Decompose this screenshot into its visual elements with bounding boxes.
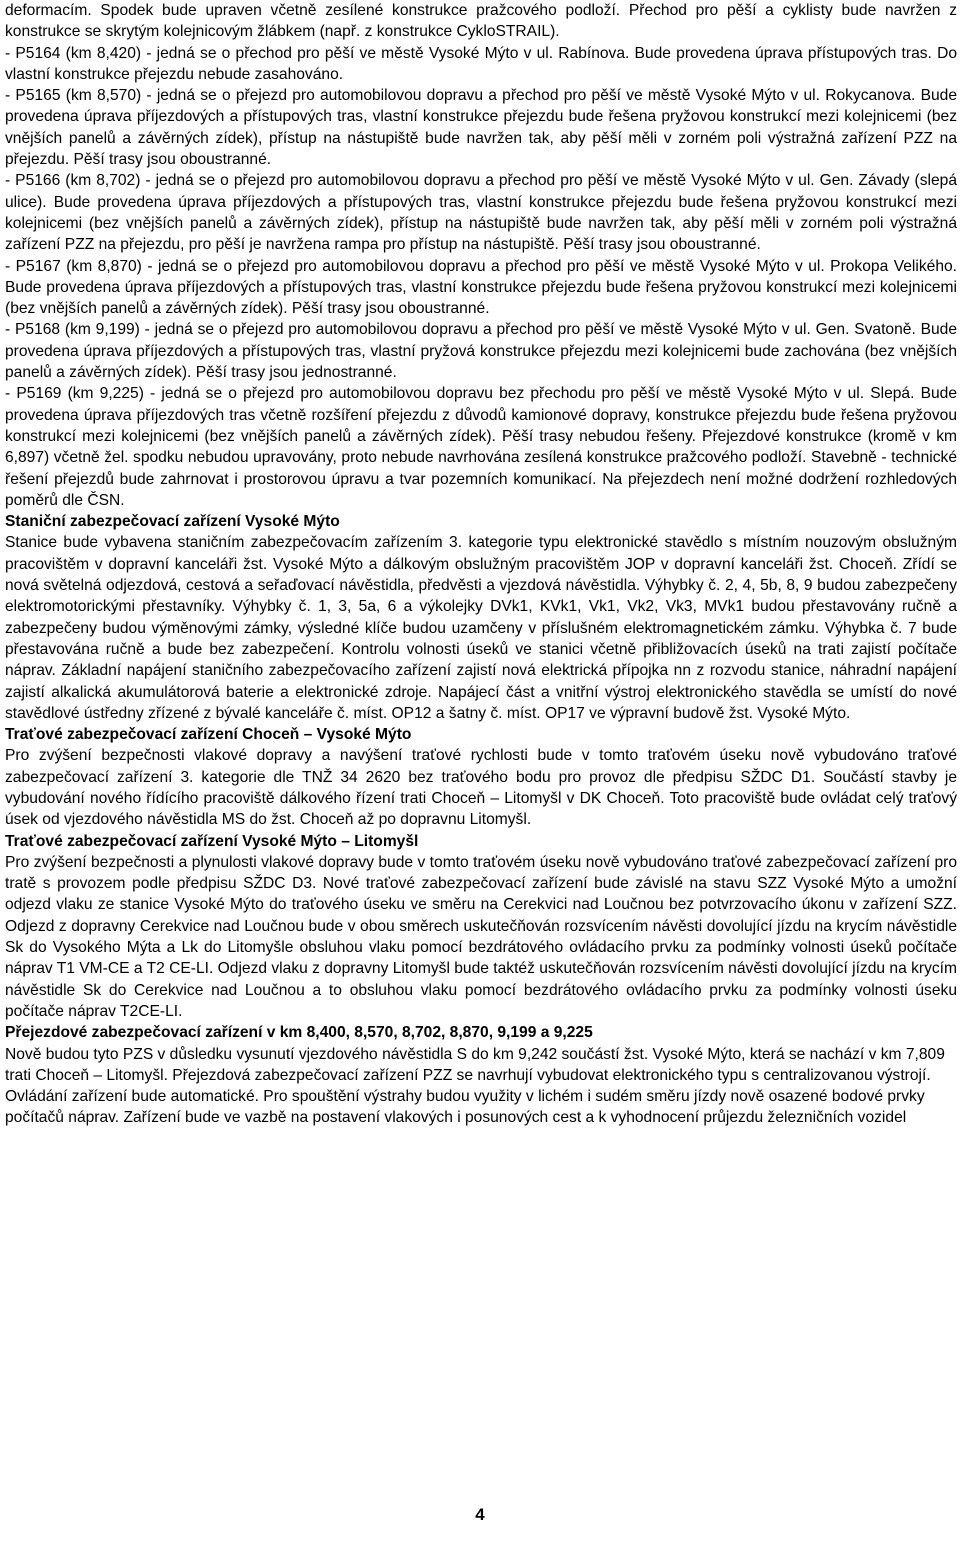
section-heading-station-interlocking: Staniční zabezpečovací zařízení Vysoké Mýto xyxy=(5,513,340,531)
paragraph-p5167: - P5167 (km 8,870) - jedná se o přejezd pro automobilovou dopravu a přechod pro pěší ve městě Vysoké Mýto v ul. Prokopa Velikého. Bude provedena úprava příjezdových a přístupových tras, vlastní konstrukce přejezdu bude řešena pryžovou konstrukcí mezi kolejnicemi (bez vnějších panelů a závěrných zídek). Pěší trasy jsou oboustranné. xyxy=(5,257,957,318)
section-heading-line-vysoke-myto-litomysl: Traťové zabezpečovací zařízení Vysoké Mýto – Litomyšl xyxy=(5,832,419,850)
paragraph-p5169: - P5169 (km 9,225) - jedná se o přejezd pro automobilovou dopravu bez přechodu pro pěší ve městě Vysoké Mýto v ul. Slepá. Bude provedena úprava příjezdových tras včetně rozšíření přejezdu z důvodů kamionové dopravy, konstrukce přejezdu bude řešena pryžovou konstrukcí mezi kolejnicemi (bez vnějších panelů a závěrných zídek). Pěší trasy nebudou řešeny. Přejezdové konstrukce (kromě v km 6,897) včetně žel. spodku nebudou upravovány, proto nebude navrhována zesílená konstrukce pražcového podloží. Stavebně - technické řešení přejezdů bude zahrnovat i prostorovou úpravu a tvar pozemních komunikací. Na přejezdech není možné dodržení rozhledových poměrů dle ČSN. xyxy=(5,385,957,509)
paragraph-line-choceň-vysoke-myto: Pro zvýšení bezpečnosti vlakové dopravy a navýšení traťové rychlosti bude v tomto traťovém úseku nově vybudováno traťové zabezpečovací zařízení 3. kategorie dle TNŽ 34 2620 bez traťového bodu pro provoz dle předpisu SŽDC D1. Součástí stavby je vybudování nového řídícího pracoviště dálkového řízení trati Choceň – Litomyšl v DK Choceň. Toto pracoviště bude ovládat celý traťový úsek od vjezdového návěstidla MS do žst. Choceň až po dopravnu Litomyšl. xyxy=(5,747,957,829)
paragraph-level-crossing-equipment: Nově budou tyto PZS v důsledku vysunutí vjezdového návěstidla S do km 9,242 součástí žst. Vysoké Mýto, která se nachází v km 7,809 trati Choceň – Litomyšl. Přejezdová zabezpečovací zařízení PZZ se navrhují vybudovat elektronického typu s centralizovanou výstrojí. Ovládání zařízení bude automatické. Pro spouštění výstrahy budou využity v lichém i sudém směru jízdy nově osazené bodové prvky počítačů náprav. Zařízení bude ve vazbě na postavení vlakových i posunových cest a k vyhodnocení průjezdu železničních vozidel xyxy=(5,1045,945,1127)
paragraph-p5168: - P5168 (km 9,199) - jedná se o přejezd pro automobilovou dopravu a přechod pro pěší ve městě Vysoké Mýto v ul. Gen. Svatoně. Bude provedena úprava příjezdových a přístupových tras, vlastní pryžová konstrukce přejezdu mezi kolejnicemi bude zachována (bez vnějších panelů a závěrných zídek). Pěší trasy jsou jednostranné. xyxy=(5,321,957,382)
paragraph-intro: deformacím. Spodek bude upraven včetně zesílené konstrukce pražcového podloží. Přechod pro pěší a cyklisty bude navržen z konstrukce se skrytým kolejnicovým žlábkem (např. z konstrukce CykloSTRAIL). xyxy=(5,2,957,41)
section-heading-line-choceň-vysoke-myto: Traťové zabezpečovací zařízení Choceň – Vysoké Mýto xyxy=(5,726,412,744)
paragraph-station-interlocking: Stanice bude vybavena staničním zabezpečovacím zařízením 3. kategorie typu elektronické stavědlo s místním nouzovým obslužným pracovištěm v dopravní kanceláři žst. Vysoké Mýto a dálkovým obslužným pracovištěm JOP v dopravní kanceláři žst. Choceň. Zřídí se nová světelná odjezdová, cestová a seřaďovací návěstidla, předvěsti a vjezdová návěstidla. Výhybky č. 2, 4, 5b, 8, 9 budou zabezpečeny elektromotorickými přestavníky. Výhybky č. 1, 3, 5a, 6 a výkolejky DVk1, KVk1, Vk1, Vk2, Vk3, MVk1 budou přestavovány ručně a zabezpečeny budou výměnovými zámky, výsledné klíče budou uzamčeny v příslušném elektromagnetickém zámku. Výhybka č. 7 bude přestavována ručně a bude bez zabezpečení. Kontrolu volnosti úseků ve stanici včetně přibližovacích úseků na trati zajistí počítače náprav. Základní napájení staničního zabezpečovacího zařízení zajistí nová elektrická přípojka nn z rozvodu stanice, náhradní napájení zajistí alkalická akumulátorová baterie a elektronické zdroje. Napájecí část a vnitřní výstroj elektronického stavědla se umístí do nové stavědlové ústředny zřízené z bývalé kanceláře č. míst. OP12 a šatny č. míst. OP17 ve výpravní budově žst. Vysoké Mýto. xyxy=(5,534,957,722)
document-body xyxy=(5,0,957,1129)
paragraph-p5166: - P5166 (km 8,702) - jedná se o přejezd pro automobilovou dopravu a přechod pro pěší ve městě Vysoké Mýto v ul. Gen. Závady (slepá ulice). Bude provedena úprava příjezdových a přístupových tras, vlastní konstrukce přejezdu bude řešena pryžovou konstrukcí mezi kolejnicemi (bez vnějších panelů a závěrných zídek), přístup na nástupiště bude navržen tak, aby pěší měli v zorném poli výstražná zařízení PZZ na přejezdu, pro pěší je navržena rampa pro přístup na nástupiště. Pěší trasy jsou oboustranné. xyxy=(5,172,957,254)
paragraph-line-vysoke-myto-litomysl: Pro zvýšení bezpečnosti a plynulosti vlakové dopravy bude v tomto traťovém úseku nově vybudováno traťové zabezpečovací zařízení pro tratě s provozem podle předpisu SŽDC D3. Nové traťové zabezpečovací zařízení bude závislé na stavu SZZ Vysoké Mýto a umožní odjezd vlaku ze stanice Vysoké Mýto do traťového úseku ve směru na Cerekvici nad Loučnou bez potvrzovacího úkonu v zařízení SZZ. Odjezd z dopravny Cerekvice nad Loučnou bude v obou směrech uskutečňován rozsvícením návěsti dovolující jízdu na krycím návěstidle Sk do Vysokého Mýta a Lk do Litomyšle obsluhou vlaku pomocí bezdrátového ovládacího prvku za podmínky volnosti úseků počítače náprav T1 VM-CE a T2 CE-LI. Odjezd vlaku z dopravny Litomyšl bude taktéž uskutečňován rozsvícením návěsti dovolující jízdu na krycím návěstidle Sk do Cerekvice nad Loučnou a to obsluhou vlaku pomocí bezdrátového ovládacího prvku za podmínky volnosti úseku počítače náprav T2CE-LI. xyxy=(5,853,957,1020)
paragraph-p5165: - P5165 (km 8,570) - jedná se o přejezd pro automobilovou dopravu a přechod pro pěší ve městě Vysoké Mýto v ul. Rokycanova. Bude provedena úprava příjezdových a přístupových tras, vlastní konstrukce přejezdu bude řešena pryžovou konstrukcí mezi kolejnicemi (bez vnějších panelů a závěrných zídek), přístup na nástupiště bude navržen tak, aby pěší měli v zorném poli výstražná zařízení PZZ na přejezdu. Pěší trasy jsou oboustranné. xyxy=(5,87,957,169)
section-heading-level-crossing-equipment: Přejezdové zabezpečovací zařízení v km 8,400, 8,570, 8,702, 8,870, 9,199 a 9,225 xyxy=(5,1024,593,1042)
paragraph-p5164: - P5164 (km 8,420) - jedná se o přechod pro pěší ve městě Vysoké Mýto v ul. Rabínova. Bude provedena úprava přístupových tras. Do vlastní konstrukce přejezdu nebude zasahováno. xyxy=(5,44,957,83)
page-number: 4 xyxy=(475,1505,485,1524)
